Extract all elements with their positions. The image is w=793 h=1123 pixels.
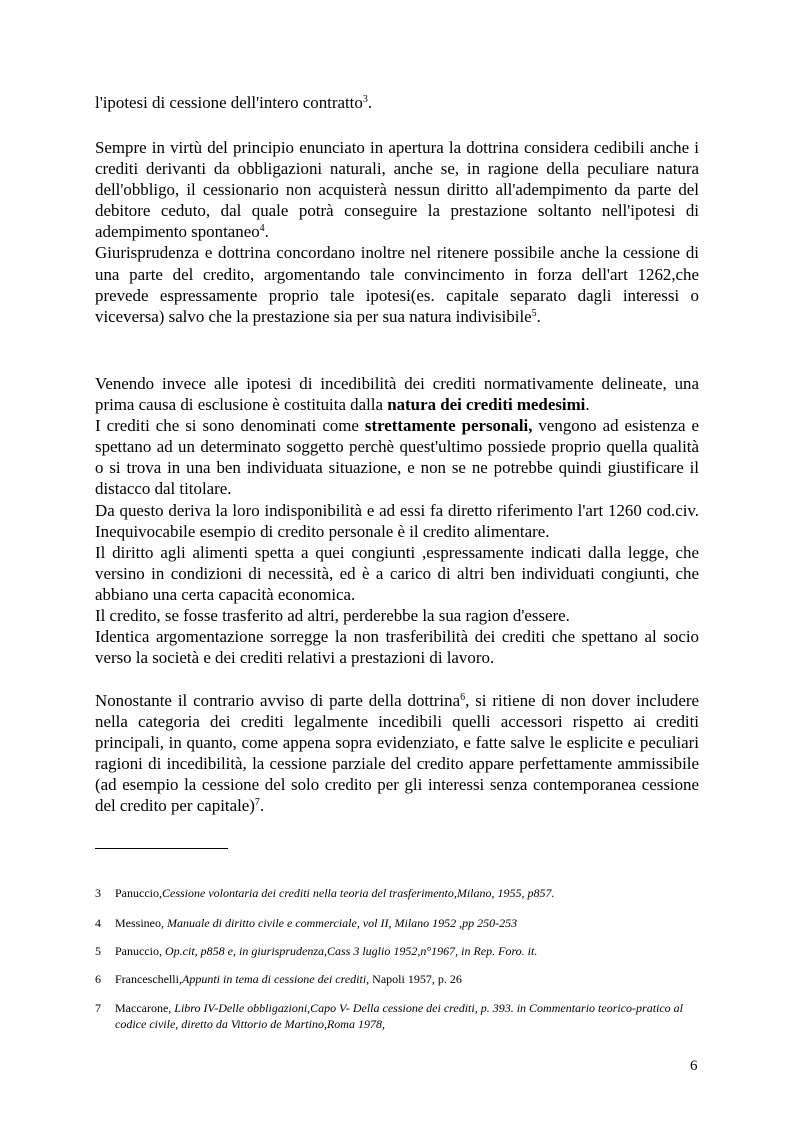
paragraph-2: [95, 242, 699, 326]
paragraph-3: [95, 373, 699, 415]
bold-phrase: strettamente personali,: [364, 416, 533, 436]
footnote-title: Appunti in tema di cessione dei crediti: [181, 972, 367, 986]
footnote-ref: 5: [531, 307, 537, 319]
footnote-author: Panuccio,: [115, 886, 162, 900]
footnote-6: [95, 971, 705, 987]
paragraph-text: , si ritiene di non dover includere nella categoria dei crediti legalmente incedibili quelli accessori rispetto ai crediti principali, in quanto, come appena sopra evidenziato, e fatte salve le esplicite e peculiari ragioni di incedibilità, la cessione parziale del credito appare perfettamente ammissibile (ad esempio la cessione del solo credito per gli interessi senza contemporanea cessione del credito per capitale): [95, 691, 699, 816]
body-block-1: [95, 137, 699, 327]
paragraph-text: l'ipotesi di cessione dell'intero contratto: [95, 93, 363, 112]
footnote-5: [95, 943, 705, 959]
paragraph-5: Da questo deriva la loro indisponibilità e ad essi fa diretto riferimento l'art 1260 cod.civ. Inequivocabile esempio di credito personale è il credito alimentare.: [95, 500, 699, 541]
paragraph-end: .: [259, 796, 265, 816]
paragraph-1: [95, 137, 699, 242]
paragraph-text: Giurisprudenza e dottrina concordano inoltre nel ritenere possibile anche la cessione di una parte del credito, argomentando tale convincimento in forza dell'art 1262,che prevede espressamente proprio tale ipotesi(es. capitale separato dagli interessi o viceversa) salvo che la prestazione sia per sua natura indivisibile: [95, 243, 699, 326]
footnote-title: Op.cit, p858 e, in giurisprudenza,Cass 3 luglio 1952,n°1967, in Rep. Foro. it.: [165, 944, 538, 958]
footnote-title: Libro IV-Delle obbligazioni,Capo V- Della cessione dei crediti, p. 393. in Commentario teorico-pratico al codice civile, diretto da Vittorio de Martino,Roma 1978,: [115, 1001, 684, 1031]
paragraph-end: .: [367, 93, 373, 112]
footnote-separator: [95, 848, 228, 849]
footnote-author: Messineo,: [115, 916, 167, 930]
footnote-7: [95, 1000, 705, 1032]
bold-phrase: natura dei crediti medesimi: [387, 395, 586, 415]
paragraph-end: .: [585, 395, 590, 415]
page-number: 6: [690, 1058, 698, 1074]
paragraph-end: .: [264, 222, 269, 242]
paragraph-text: Venendo invece alle ipotesi di incedibilità dei crediti normativamente delineate, una prima causa di esclusione è costituita dalla: [95, 374, 699, 415]
paragraph-text: I crediti che si sono denominati come: [95, 416, 365, 436]
footnote-number: 7: [95, 1001, 101, 1015]
paragraph-0: [95, 92, 699, 113]
body-block-3: [95, 690, 699, 817]
footnote-title: Manuale di diritto civile e commerciale, vol II, Milano 1952 ,pp 250-253: [167, 916, 518, 930]
footnote-ref: 4: [259, 223, 265, 235]
footnote-ref: 6: [460, 692, 466, 703]
paragraph-text: Nonostante il contrario avviso di parte della dottrina: [95, 691, 461, 710]
footnote-author: Franceschelli,: [115, 972, 182, 986]
footnote-title: Cessione volontaria dei crediti nella teoria del trasferimento,Milano, 1955, p857.: [162, 886, 555, 900]
footnote-author: Maccarone,: [115, 1001, 175, 1015]
footnote-author: Panuccio,: [115, 944, 165, 958]
paragraph-end: .: [536, 306, 541, 326]
footnote-ref: 3: [362, 94, 368, 105]
paragraph-4: [95, 415, 699, 499]
footnote-number: 4: [95, 916, 101, 930]
paragraph-9: [95, 690, 699, 817]
paragraph-8: Identica argomentazione sorregge la non trasferibilità dei crediti che spettano al socio verso la società e dei crediti relativi a prestazioni di lavoro.: [95, 627, 699, 668]
footnote-number: 5: [95, 944, 101, 958]
footnote-3: [95, 885, 705, 901]
paragraph-7: Il credito, se fosse trasferito ad altri, perderebbe la sua ragion d'essere.: [95, 606, 570, 626]
paragraph-text: vengono ad esistenza e spettano ad un determinato soggetto perchè quest'ultimo possiede proprio quella qualità o si trova in una ben individuata situazione, e non se ne potrebbe quindi giustificare il distacco dal titolare.: [95, 416, 699, 499]
footnote-number: 6: [95, 972, 101, 986]
footnote-ref: 7: [254, 797, 260, 809]
footnote-rest: , Napoli 1957, p. 26: [366, 972, 462, 986]
footnote-number: 3: [95, 886, 101, 900]
footnote-4: [95, 915, 705, 931]
paragraph-6: Il diritto agli alimenti spetta a quei congiunti ,espressamente indicati dalla legge, che versino in condizioni di necessità, ed è a carico di altri ben individuati congiunti, che abbiano una certa capacità economica.: [95, 542, 699, 604]
body-block-2: [95, 373, 699, 668]
paragraph-text: Sempre in virtù del principio enunciato in apertura la dottrina considera cedibili anche i crediti derivanti da obbligazioni naturali, anche se, in ragione della peculiare natura dell'obbligo, il cessionario non acquisterà nessun diritto all'adempimento da parte del debitore ceduto, dal quale potrà conseguire la prestazione soltanto nell'ipotesi di adempimento spontaneo: [95, 138, 699, 242]
